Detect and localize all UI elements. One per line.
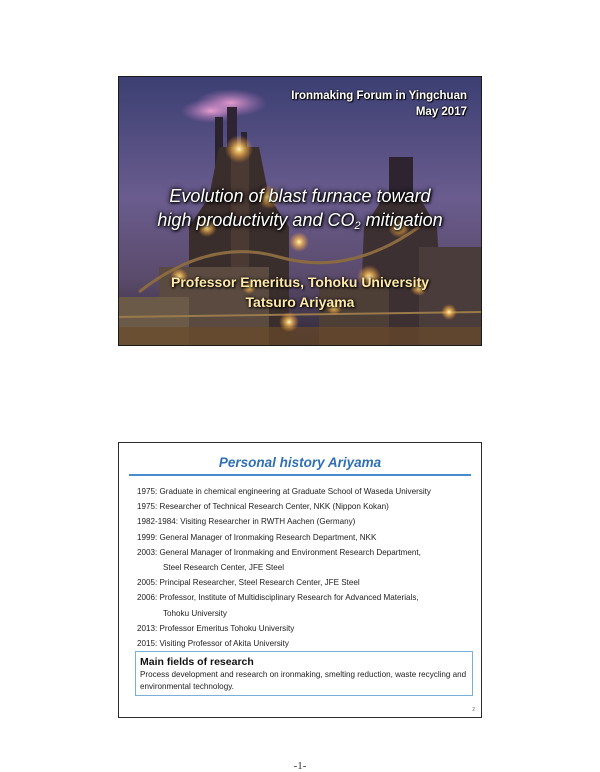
- author-name: Tatsuro Ariyama: [245, 294, 355, 310]
- history-item: 2015: Visiting Professor of Akita University: [137, 639, 289, 649]
- history-item: Tohoku University: [163, 608, 227, 618]
- title-line-2-post: mitigation: [360, 210, 443, 230]
- forum-name: Ironmaking Forum in Yingchuan: [291, 90, 467, 102]
- research-fields-box: [135, 651, 473, 696]
- author-affiliation: Professor Emeritus, Tohoku University: [170, 274, 430, 290]
- slide-title: Personal history Ariyama: [218, 455, 382, 470]
- history-item: 2005: Principal Researcher, Steel Research Center, JFE Steel: [137, 578, 360, 588]
- history-item: 1975: Researcher of Technical Research Center, NKK (Nippon Kokan): [137, 502, 389, 512]
- page-footer: -1-: [293, 760, 307, 772]
- title-line-2-pre: high productivity and CO: [157, 210, 355, 230]
- history-item: 1999: General Manager of Ironmaking Research Department, NKK: [137, 532, 377, 542]
- history-item: 1982-1984: Visiting Researcher in RWTH Aachen (Germany): [137, 517, 356, 527]
- research-fields-text: Process development and research on ironmaking, smelting reduction, waste recycling and environmental technology.: [140, 670, 467, 691]
- author-block: [119, 272, 481, 312]
- title-divider: [129, 474, 471, 476]
- title-slide: [118, 76, 482, 346]
- history-item: 1975: Graduate in chemical engineering at Graduate School of Waseda University: [137, 487, 431, 496]
- history-item: Steel Research Center, JFE Steel: [163, 563, 285, 573]
- slide-page-number: 2: [472, 707, 475, 713]
- title-line-1: Evolution of blast furnace toward: [169, 186, 431, 206]
- forum-date: May 2017: [415, 106, 467, 118]
- personal-history-slide: [118, 442, 482, 718]
- title-line-2: [119, 208, 481, 238]
- history-item: 2003: General Manager of Ironmaking and Environment Research Department,: [137, 547, 421, 557]
- history-item: 2006: Professor, Institute of Multidisciplinary Research for Advanced Materials,: [137, 593, 419, 603]
- title-subscript: 2: [354, 220, 361, 232]
- history-item: 2013: Professor Emeritus Tohoku University: [137, 623, 295, 633]
- presentation-title: [119, 184, 481, 238]
- research-fields-title: Main fields of research: [140, 656, 254, 668]
- history-list: [137, 484, 471, 651]
- forum-info: [291, 88, 467, 120]
